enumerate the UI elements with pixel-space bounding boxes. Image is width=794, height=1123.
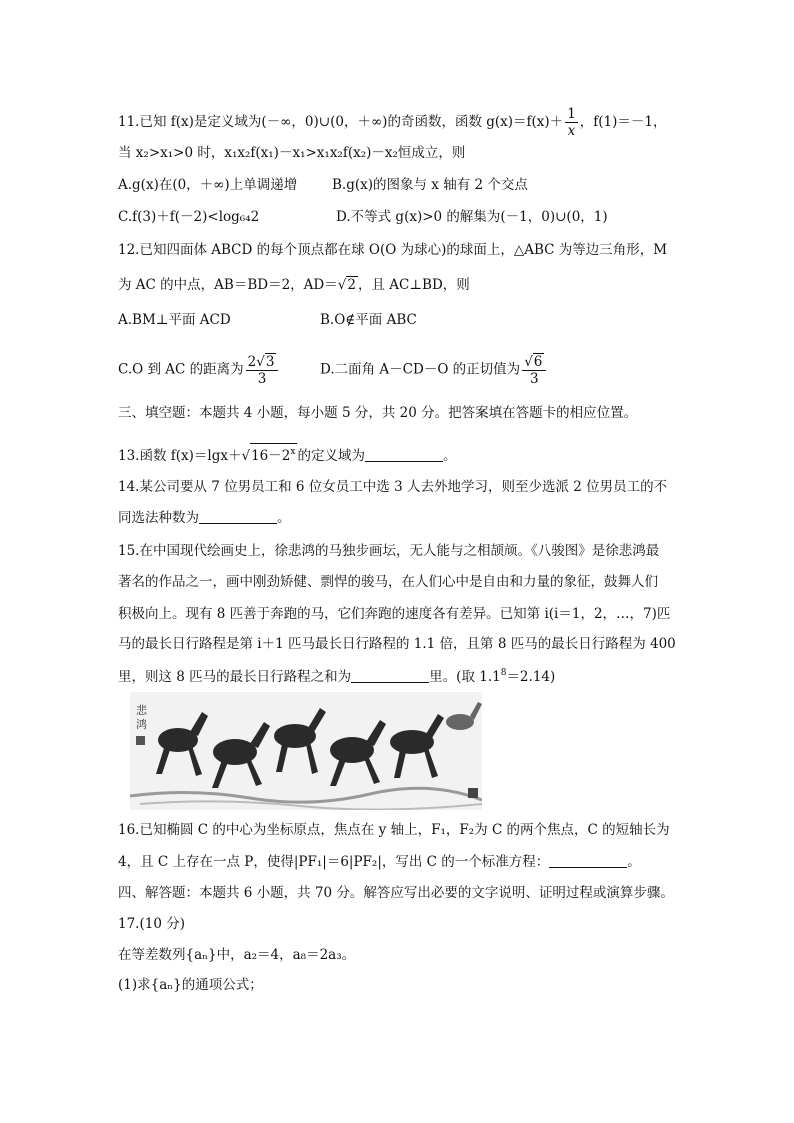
q12-option-a: A.BM⊥平面 ACD <box>118 312 231 328</box>
q12-option-d: D.二面角 A－CD－O 的正切值为 $\frac{√6}{3}$ <box>320 353 548 387</box>
q15-line5: 里，则这 8 匹马的最长日行路程之和为 里。(取 $1.1^8=2.14$) <box>118 668 556 685</box>
q11-fraction: $\frac{1}{x}$ <box>567 106 576 139</box>
q11-line1: 11.已知 f(x)是定义域为(－∞，0)∪(0，＋∞)的奇函数，函数 g(x)＝f(x)＋ $\frac{1}{x}$ ，f(1)＝－1， <box>118 106 667 139</box>
horses-illustration <box>130 692 482 810</box>
q13-line: 13.函数 $f(x)=\lg x+√16-2^x$ 的定义域为 。 <box>118 443 456 466</box>
q11-line2: 当 x₂>x₁>0 时，x₁x₂f(x₁)－x₁>x₁x₂f(x₂)－x₂恒成立，则 <box>118 145 466 161</box>
q12-d-fraction: $\frac{√6}{3}$ <box>522 353 546 387</box>
q12-option-c: C.O 到 AC 的距离为 $\frac{2√3}{3}$ <box>118 353 280 387</box>
section-4-heading: 四、解答题：本题共 6 小题，共 70 分。解答应写出必要的文字说明、证明过程或演算步骤。 <box>118 885 674 901</box>
q12-line1: 12.已知四面体 ABCD 的每个顶点都在球 O(O 为球心)的球面上，△ABC 为等边三角形，M <box>118 242 668 258</box>
q15-line1: 15.在中国现代绘画史上，徐悲鸿的马独步画坛，无人能与之相颉颃。《八骏图》是徐悲鸿最 <box>118 543 660 559</box>
q17-line2: (1)求{aₙ}的通项公式； <box>118 977 263 993</box>
q11-option-d: D.不等式 g(x)>0 的解集为(－1，0)∪(0，1) <box>336 209 608 225</box>
q15-line2: 著名的作品之一，画中刚劲矫健、剽悍的骏马，在人们心中是自由和力量的象征，鼓舞人们 <box>118 574 658 590</box>
q16-line2: 4，且 C 上存在一点 P，使得|PF₁|＝6|PF₂|，写出 C 的一个标准方程： 。 <box>118 854 641 870</box>
q15-line4: 马的最长日行路程是第 i＋1 匹马最长日行路程的 1.1 倍，且第 8 匹马的最长日行路程为 400 <box>118 636 676 652</box>
q11-option-a: A.g(x)在(0，＋∞)上单调递增 <box>118 177 298 193</box>
q16-line1: 16.已知椭圆 C 的中心为坐标原点，焦点在 y 轴上，F₁，F₂为 C 的两个焦点，C 的短轴长为 <box>118 822 670 838</box>
q17-header: 17.(10 分) <box>118 916 185 932</box>
section-3-heading: 三、填空题：本题共 4 小题，每小题 5 分，共 20 分。把答案填在答题卡的相应位置。 <box>118 405 638 421</box>
q13-answer-blank <box>365 447 443 462</box>
svg-text:鸿: 鸿 <box>136 718 147 731</box>
q11-option-b: B.g(x)的图象与 x 轴有 2 个交点 <box>332 177 528 193</box>
q15-answer-blank <box>351 668 429 683</box>
q12-c-fraction: $\frac{2√3}{3}$ <box>246 353 279 387</box>
q11-option-c: C.f(3)＋f(－2)<log₆₄2 <box>118 209 260 225</box>
q12-line2: 为 AC 的中点，AB＝BD＝2，AD＝√2 ，且 AC⊥BD，则 <box>118 277 470 293</box>
q12-option-b: B.O∉平面 ABC <box>320 312 417 328</box>
q14-answer-blank <box>199 509 277 524</box>
q16-answer-blank <box>549 853 627 868</box>
q17-line1: 在等差数列{aₙ}中，a₂＝4，a₈＝2a₃。 <box>118 947 356 963</box>
eight-horses-painting <box>130 692 482 810</box>
svg-text:悲: 悲 <box>136 704 147 717</box>
q15-line3: 积极向上。现有 8 匹善于奔跑的马，它们奔跑的速度各有差异。已知第 i(i＝1，2，…，7)匹 <box>118 606 671 622</box>
q14-line2: 同选法种数为 。 <box>118 510 291 526</box>
q14-line1: 14.某公司要从 7 位男员工和 6 位女员工中选 3 人去外地学习，则至少选派 2 位男员工的不 <box>118 479 668 495</box>
